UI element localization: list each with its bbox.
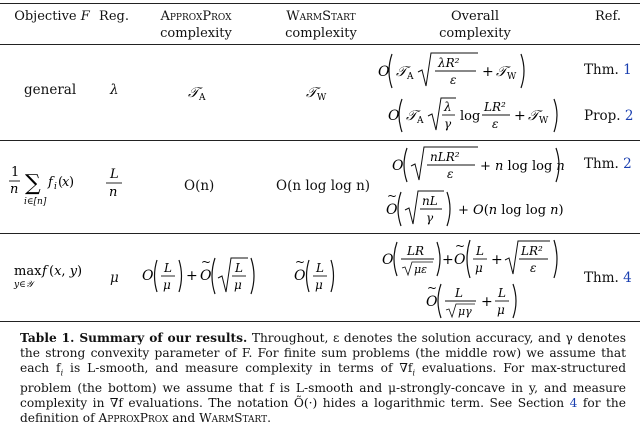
svg-text:γ: γ: [426, 211, 434, 225]
svg-text:W: W: [507, 72, 517, 82]
svg-text:f: f: [48, 175, 53, 190]
row1-approxprox: [188, 84, 218, 106]
svg-text:ε: ε: [530, 261, 537, 275]
svg-text:λR²: λR²: [438, 56, 460, 70]
svg-text:L: L: [235, 261, 243, 275]
top-rule: [0, 3, 640, 4]
svg-text:O: O: [392, 158, 404, 174]
svg-text:A: A: [199, 93, 206, 102]
svg-text:max: max: [14, 264, 42, 279]
svg-text:y∈𝒴: y∈𝒴: [14, 280, 33, 290]
bottom-rule: [0, 321, 640, 322]
row1-ref-2: Prop. 2: [584, 108, 634, 124]
svg-text:L: L: [316, 261, 324, 275]
svg-text:L: L: [110, 167, 119, 182]
svg-text:(: (: [58, 175, 64, 190]
svg-text:με: με: [414, 263, 428, 276]
row1-overall-2: [388, 94, 583, 138]
svg-text:L: L: [164, 261, 172, 275]
svg-text:+: +: [186, 268, 198, 284]
svg-text:+ O(n log log n): + O(n log log n): [458, 203, 564, 218]
row2-approxprox: O(n): [184, 178, 215, 194]
svg-text:O: O: [294, 268, 306, 284]
svg-text:μ: μ: [475, 261, 483, 275]
svg-text:W: W: [317, 93, 327, 102]
svg-text:μ: μ: [497, 303, 505, 317]
row3-approxprox: [142, 252, 272, 302]
svg-text:+: +: [442, 252, 454, 268]
svg-text:LR²: LR²: [521, 244, 543, 258]
svg-text:~: ~: [455, 239, 466, 253]
svg-text:𝒯: 𝒯: [406, 108, 417, 124]
svg-text:(x, y): (x, y): [49, 264, 83, 279]
svg-text:O: O: [426, 294, 438, 310]
header-approxprox: ApproxProx complexity: [160, 9, 232, 41]
svg-text:LR²: LR²: [484, 100, 506, 114]
header-rule: [0, 44, 640, 45]
svg-text:i: i: [54, 182, 57, 192]
svg-text:~: ~: [201, 255, 212, 269]
row3-overall-1: [378, 236, 578, 282]
svg-text:𝒯: 𝒯: [396, 64, 407, 80]
svg-text:γ: γ: [444, 117, 452, 131]
svg-text:W: W: [539, 116, 549, 126]
row2-rule: [0, 233, 640, 234]
warmstart-formula: [306, 84, 336, 102]
svg-text:+: +: [481, 294, 493, 310]
svg-text:~: ~: [427, 281, 438, 295]
row3-reg: μ: [110, 270, 119, 286]
header-warmstart: WarmStart complexity: [285, 9, 357, 41]
svg-text:+: +: [491, 252, 503, 268]
svg-text:λ: λ: [444, 100, 452, 114]
svg-text:n: n: [10, 182, 19, 197]
svg-text:~: ~: [387, 189, 398, 203]
svg-text:L: L: [498, 286, 506, 300]
header-reg: Reg.: [99, 9, 129, 24]
svg-text:ε: ε: [492, 117, 499, 131]
svg-text:nL: nL: [422, 194, 438, 208]
svg-text:𝒯: 𝒯: [188, 85, 199, 101]
svg-text:O: O: [382, 252, 394, 268]
header-overall: Overall complexity: [439, 9, 511, 41]
svg-text:μ: μ: [234, 278, 242, 292]
row1-ref-1: Thm. 1: [584, 62, 632, 78]
svg-text:𝒯: 𝒯: [528, 108, 539, 124]
svg-text:nLR²: nLR²: [430, 150, 460, 164]
row2-objective: [8, 160, 88, 212]
header-objective: Objective F: [14, 9, 90, 24]
svg-text:f: f: [42, 264, 47, 279]
svg-text:L: L: [476, 244, 484, 258]
svg-text:A: A: [417, 116, 424, 126]
approxprox-formula: [188, 84, 218, 102]
svg-text:L: L: [455, 286, 463, 300]
svg-text:O: O: [388, 108, 400, 124]
row1-rule: [0, 140, 640, 141]
svg-text:n: n: [109, 185, 118, 200]
svg-text:i∈[n]: i∈[n]: [24, 197, 47, 207]
row1-warmstart: [306, 84, 336, 106]
row2-ref-1: Thm. 2: [584, 156, 632, 172]
svg-text:𝒯: 𝒯: [306, 85, 317, 101]
svg-text:+ n log log n: + n log log n: [480, 159, 565, 174]
caption-label: Table 1. Summary of our results.: [20, 331, 248, 345]
svg-text:ε: ε: [450, 73, 457, 87]
svg-text:x: x: [62, 175, 70, 190]
row1-reg: λ: [110, 82, 119, 98]
row2-warmstart: O(n log log n): [276, 178, 371, 194]
svg-text:1: 1: [11, 165, 20, 180]
svg-text:𝒯: 𝒯: [496, 64, 507, 80]
row1-objective: general: [24, 82, 77, 98]
svg-text:O: O: [386, 202, 398, 218]
svg-text:μ: μ: [315, 278, 323, 292]
svg-text:μ: μ: [163, 278, 171, 292]
row3-warmstart: [294, 252, 354, 302]
svg-text:log: log: [460, 109, 481, 124]
row2-overall-1: [380, 142, 570, 188]
row2-overall-2: [380, 186, 580, 232]
row3-ref-1: Thm. 4: [584, 270, 632, 286]
svg-text:~: ~: [295, 255, 306, 269]
header-ref: Ref.: [595, 9, 621, 24]
svg-text:ε: ε: [447, 167, 454, 181]
row1-overall-1: [378, 48, 568, 94]
svg-text:O: O: [200, 268, 212, 284]
svg-text:+: +: [514, 108, 526, 124]
svg-text:O: O: [142, 268, 154, 284]
svg-text:): ): [69, 175, 75, 190]
svg-text:O: O: [378, 64, 390, 80]
svg-text:A: A: [407, 72, 414, 82]
row3-objective: [12, 262, 92, 296]
svg-text:∑: ∑: [25, 171, 41, 196]
table-caption: Table 1. Summary of our results. Throughout, ε denotes the solution accuracy, and γ denotes the strong convexity parameter of F. For finite sum problems (the middle row) we assume that each $f_i$ is L-smooth, and measure complexity in terms of $\nabla f_i$ evaluations. For max-structured problem (the bottom) we assume that f is L-smooth and μ-strongly-concave in y, and measure complexity in ∇f evaluations. The notation Õ(·) hides a logarithmic term. See Section 4 for the definition of ApproxProx and WarmStart.: [20, 331, 627, 422]
svg-text:LR: LR: [407, 244, 425, 258]
row2-reg: [104, 164, 128, 204]
svg-text:μγ: μγ: [458, 305, 472, 318]
section-link[interactable]: 4: [569, 396, 578, 411]
row3-overall-2: [422, 280, 542, 322]
svg-text:O: O: [454, 252, 466, 268]
svg-text:+: +: [482, 64, 494, 80]
